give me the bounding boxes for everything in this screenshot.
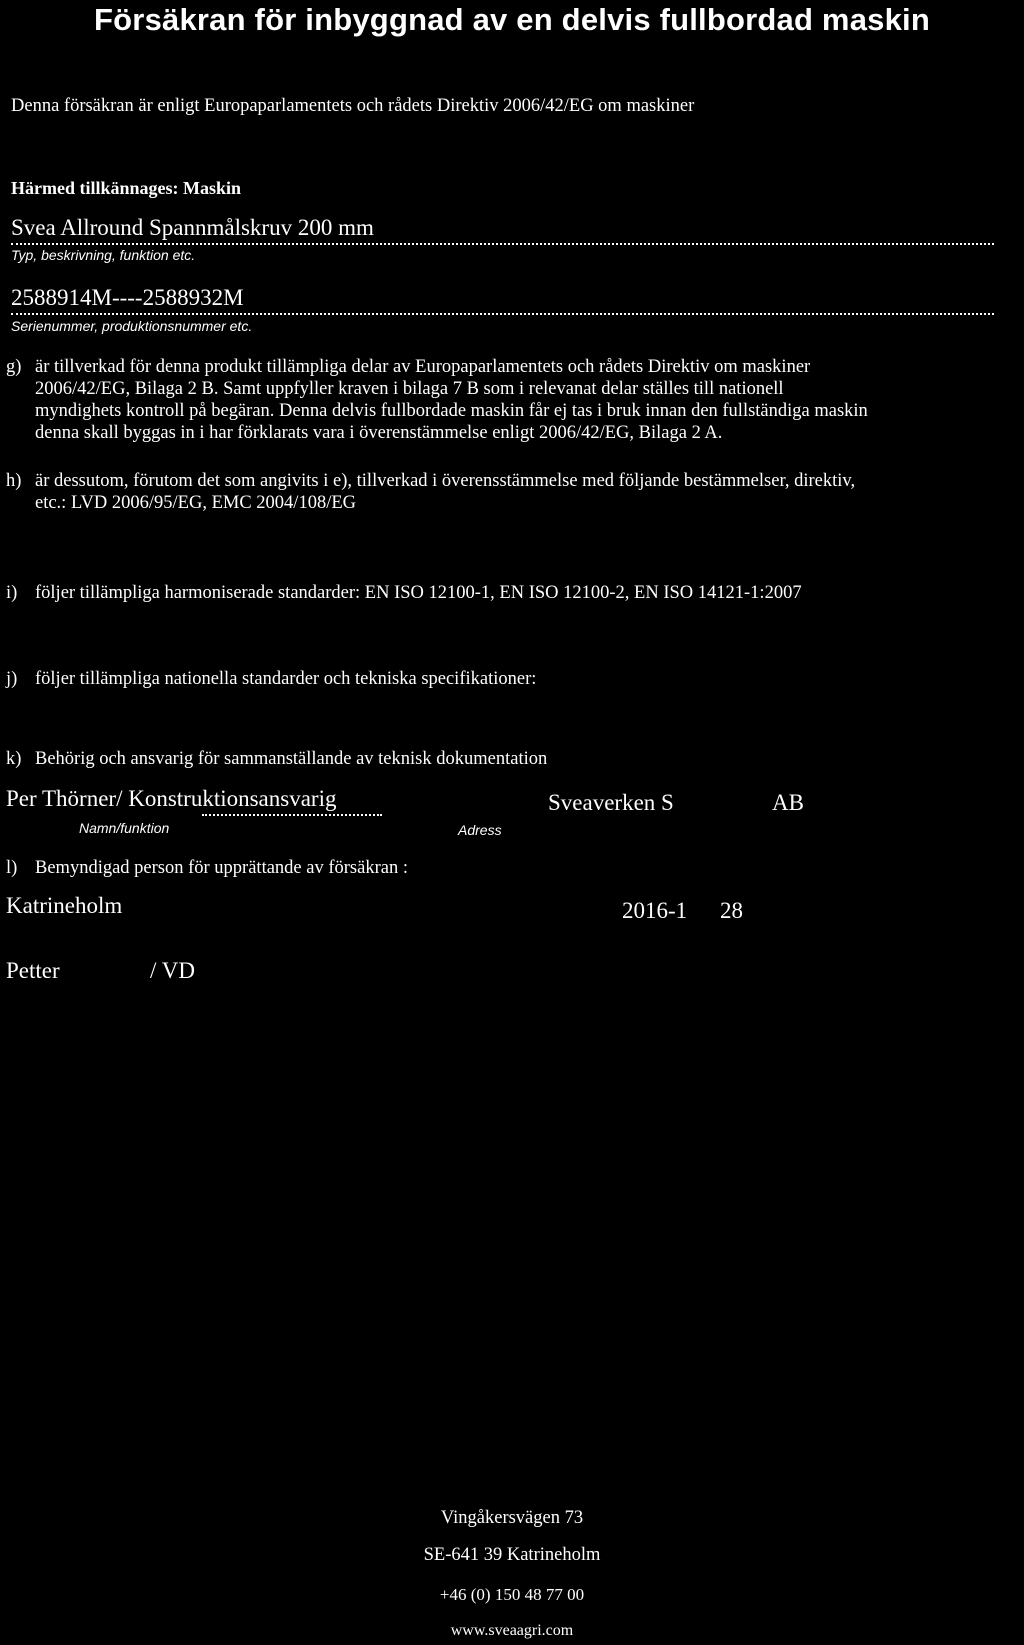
- clause-text: följer tillämpliga harmoniserade standarder: EN ISO 12100-1, EN ISO 12100-2, EN ISO 14121-1:2007: [35, 583, 802, 603]
- address-caption: Adress: [458, 822, 502, 838]
- machine-name: Svea Allround Spannmålskruv 200 mm: [11, 215, 374, 240]
- clause-text: följer tillämpliga nationella standarder och tekniska specifikationer:: [35, 669, 537, 689]
- responsible-name-caption: Namn/funktion: [79, 820, 170, 836]
- signer-role: / VD: [150, 958, 195, 983]
- date-part1: 2016-1: [622, 898, 688, 923]
- intro-text: Denna försäkran är enligt Europaparlamentets och rådets Direktiv 2006/42/EG om maskiner: [11, 96, 695, 116]
- clause-text: är dessutom, förutom det som angivits i e), tillverkad i överensstämmelse med följande bestämmelser, direktiv, etc.: LVD 2006/95/EG, EMC 2004/108/EG: [35, 471, 856, 513]
- footer-website-link[interactable]: www.sveaagri.com: [450, 1622, 574, 1639]
- responsible-name: Per Thörner/ Konstruktionsansvarig: [6, 786, 337, 811]
- responsible-dotted-line: [202, 814, 382, 816]
- machine-name-dotted-line: [11, 243, 994, 245]
- footer-phone: +46 (0) 150 48 77 00: [439, 1585, 585, 1604]
- clause-letter: g): [6, 357, 22, 377]
- clause-letter: h): [6, 471, 22, 491]
- date-part2: 28: [720, 898, 743, 923]
- page-title: Försäkran för inbyggnad av en delvis fullbordad maskin: [94, 2, 930, 37]
- footer-postal: SE-641 39 Katrineholm: [423, 1545, 601, 1565]
- clause-letter: l): [6, 858, 18, 878]
- serial-number: 2588914M----2588932M: [11, 285, 244, 310]
- clause-letter: j): [6, 669, 18, 689]
- serial-caption: Serienummer, produktionsnummer etc.: [11, 318, 253, 334]
- clause-letter: i): [6, 583, 18, 603]
- clause-text: Bemyndigad person för upprättande av försäkran :: [35, 858, 408, 878]
- footer-street: Vingåkersvägen 73: [440, 1508, 584, 1528]
- company-name-part2: AB: [772, 790, 804, 815]
- signer-name: Petter: [6, 958, 60, 983]
- clause-text: är tillverkad för denna produkt tillämpliga delar av Europaparlamentets och rådets Direktiv om maskiner 2006/42/EG, Bilaga 2 B. Samt uppfyller kraven i bilaga 7 B som i relevanat delar ställes till nationell myndighets kontroll på begäran. Denna delvis fullbordade maskin får ej tas i bruk innan den fullständiga maskin denna skall byggas in i har förklarats vara i överenstämmelse enligt 2006/42/EG, Bilaga 2 A.: [35, 357, 868, 443]
- machine-name-caption: Typ, beskrivning, funktion etc.: [11, 247, 196, 263]
- clause-letter: k): [6, 749, 22, 769]
- place: Katrineholm: [6, 893, 123, 918]
- announcement-label: Härmed tillkännages: Maskin: [11, 178, 242, 198]
- company-name-part1: Sveaverken S: [548, 790, 674, 815]
- clause-text: Behörig och ansvarig för sammanställande av teknisk dokumentation: [35, 749, 548, 769]
- serial-dotted-line: [11, 313, 994, 315]
